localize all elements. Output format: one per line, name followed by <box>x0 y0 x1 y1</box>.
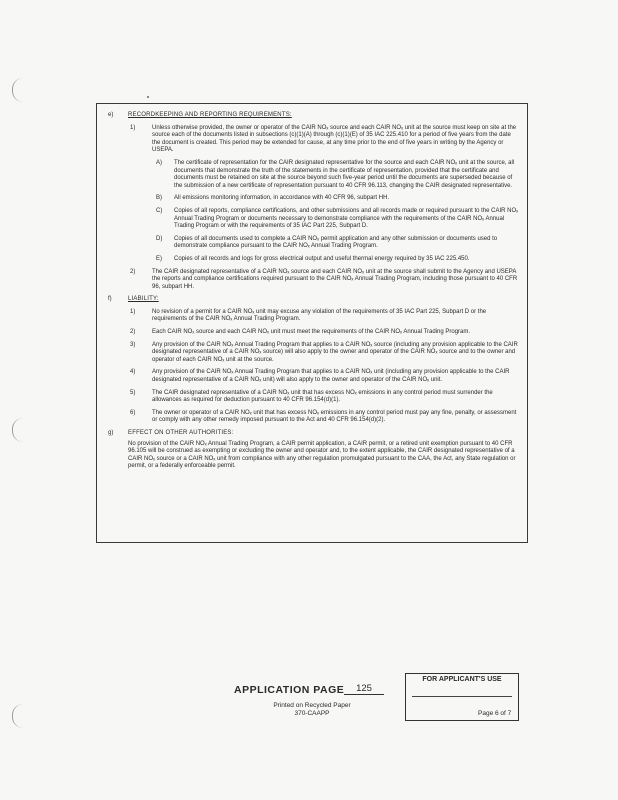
section-f <box>108 296 520 425</box>
subitem-text: Copies of all documents used to complete a CAIR NOₓ permit application and any other submission or documents used to demonstrate compliance pursuant to the CAIR NOₓ Annual Trading Program. <box>174 235 498 250</box>
subitem-letter: E) <box>156 255 162 262</box>
document-body <box>108 112 520 471</box>
item-number: 5) <box>130 389 136 396</box>
application-page-label: APPLICATION PAGE <box>234 684 345 696</box>
application-page-number: 125 <box>344 683 384 695</box>
section-f-title: LIABILITY: <box>128 296 159 303</box>
item-text: Unless otherwise provided, the owner or operator of the CAIR NOₓ source and each CAIR NOₓ unit at the source must keep on site at the source each of the documents listed in subsections (c)(1)(A) through (c)(1)(E) of 35 IAC 225.410 for a period of five years from the date the document is created. This period may be extended for cause, at any time prior to the end of five years in writing by the Agency or USEPA. <box>152 124 517 154</box>
item-text: The CAIR designated representative of a CAIR NOₓ source and each CAIR NOₓ unit at the source shall submit to the Agency and USEPA the reports and compliance certifications required pursuant to the CAIR NOₓ Annual Trading Program, including those pursuant to 40 CFR 96, subpart HH. <box>152 268 518 290</box>
item-number: 1) <box>130 124 136 131</box>
subitem-text: The certificate of representation for the CAIR designated representative for the source and each CAIR NOₓ unit at the source, all documents that demonstrate the truth of the statements in the certificate of representation, provided that the certificate and documents must be retained on site at the source beyond such five-year period until the documents are superseded because of the submission of a new certificate of representation pursuant to 40 CFR 96.113, changing the CAIR designated representative. <box>174 159 515 189</box>
item-number: 3) <box>130 341 136 348</box>
applicant-use-line <box>412 696 512 697</box>
section-f-item-2 <box>108 329 520 337</box>
subitem-a <box>108 160 520 190</box>
item-number: 4) <box>130 369 136 376</box>
footer-printed-info <box>262 702 362 718</box>
subitem-text: Copies of all records and logs for gross electrical output and useful thermal energy required by 35 IAC 225.450. <box>174 255 470 262</box>
item-text: Any provision of the CAIR NOₓ Annual Trading Program that applies to a CAIR NOₓ source (including any provision applicable to the CAIR designated representative of a CAIR NOₓ source) will also apply to the owner and operator of the CAIR NOₓ source and to the owner and operator of each CAIR NOₓ unit at the source. <box>152 341 518 363</box>
subitem-b <box>108 195 520 203</box>
section-e-item-2 <box>108 269 520 292</box>
item-text: The owner or operator of a CAIR NOₓ unit that has excess NOₓ emissions in any control period must pay any fine, penalty, or assessment or comply with any other remedy imposed pursuant to the Act and 40 CFR 96.154(d)(2). <box>152 409 517 424</box>
section-f-item-6 <box>108 410 520 425</box>
section-e-letter: e) <box>108 112 114 118</box>
subitem-text: All emissions monitoring information, in accordance with 40 CFR 96, subpart HH. <box>174 195 390 202</box>
page-of-count: Page 6 of 7 <box>478 710 512 717</box>
subitem-letter: A) <box>156 159 162 166</box>
section-g-text: No provision of the CAIR NOₓ Annual Trading Program, a CAIR permit application, a CAIR permit, or a retired unit exemption pursuant to 40 CFR 96.105 will be construed as exempting or excluding the owner and operator and, to the extent applicable, the CAIR designated representative of a CAIR NOₓ source or a CAIR NOₓ unit from compliance with any other regulation promulgated pursuant to the CAA, the Act, any State regulation or permit, or a federally enforceable permit. <box>128 440 516 470</box>
printed-recycled: Printed on Recycled Paper <box>273 702 351 709</box>
section-g-title: EFFECT ON OTHER AUTHORITIES: <box>128 430 234 436</box>
section-f-item-3 <box>108 342 520 365</box>
scan-speck <box>147 96 149 98</box>
section-e-item-1 <box>108 125 520 155</box>
item-text: Any provision of the CAIR NOₓ Annual Trading Program that applies to a CAIR NOₓ unit (including any provision applicable to the CAIR designated representative of a CAIR NOₓ unit) will also apply to the owner and operator of the CAIR NOₓ unit. <box>152 369 510 384</box>
item-text: The CAIR designated representative of a CAIR NOₓ unit that has excess NOₓ emissions in any control period must surrender the allowances as required for deduction pursuant to 40 CFR 96.154(d)(1). <box>152 389 493 404</box>
subitem-letter: C) <box>156 207 163 214</box>
item-number: 1) <box>130 308 136 315</box>
section-f-item-5 <box>108 390 520 405</box>
section-g-letter: g) <box>108 430 114 436</box>
item-number: 6) <box>130 409 136 416</box>
punch-hole-top <box>12 78 23 102</box>
applicant-use-label: FOR APPLICANT'S USE <box>422 676 502 683</box>
subitem-text: Copies of all reports, compliance certifications, and other submissions and all records made or required pursuant to the CAIR NOₓ Annual Trading Program or documents necessary to demonstrate compliance with the requirements of the CAIR NOₓ Annual Trading Program or with the requirements of 35 IAC Part 225, Subpart D. <box>174 207 519 230</box>
subitem-c <box>108 208 520 231</box>
form-code: 370-CAAPP <box>294 710 330 717</box>
section-e <box>108 112 520 291</box>
section-e-title: RECORDKEEPING AND REPORTING REQUIREMENTS: <box>128 112 292 118</box>
item-number: 2) <box>130 329 136 336</box>
section-f-item-4 <box>108 369 520 384</box>
item-text: Each CAIR NOₓ source and each CAIR NOₓ unit must meet the requirements of the CAIR NOₓ Annual Trading Program. <box>152 329 471 336</box>
section-f-item-1 <box>108 309 520 324</box>
subitem-letter: B) <box>156 195 162 202</box>
section-g <box>108 430 520 471</box>
punch-hole-bottom <box>12 704 23 728</box>
item-number: 2) <box>130 268 136 275</box>
section-f-letter: f) <box>108 296 112 303</box>
punch-hole-middle <box>12 418 23 442</box>
item-text: No revision of a permit for a CAIR NOₓ unit may excuse any violation of the requirements of 35 IAC Part 225, Subpart D or the requirements of the CAIR NOₓ Annual Trading Program. <box>152 308 487 323</box>
subitem-e <box>108 256 520 264</box>
subitem-d <box>108 236 520 251</box>
subitem-letter: D) <box>156 235 163 242</box>
